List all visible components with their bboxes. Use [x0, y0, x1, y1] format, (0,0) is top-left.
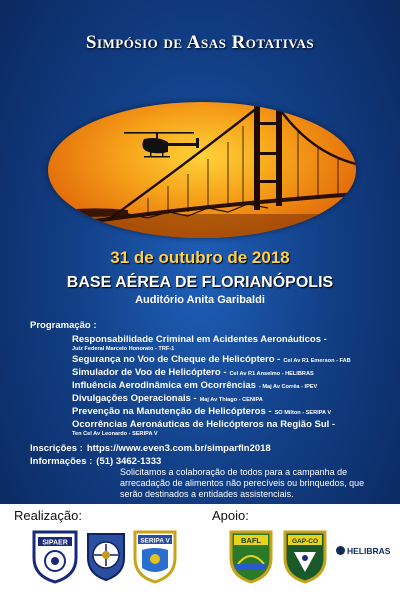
program-item-title: Divulgações Operacionais - — [72, 393, 197, 404]
program-item — [72, 392, 392, 405]
info-row — [30, 456, 161, 467]
program-item-title: Influência Aerodinâmica em Ocorrências — [72, 380, 256, 391]
footer — [0, 504, 400, 600]
sipaer-logo-text: SIPAER — [42, 539, 68, 547]
bafl-logo-text: BAFL — [241, 536, 261, 545]
info-phone: (51) 3462-1333 — [96, 456, 162, 467]
program-item-title: Ocorrências Aeronáuticas de Helicópteros na Região Sul - — [72, 419, 336, 430]
program-item-speaker: Cel Av R1 Emerson - FAB — [283, 358, 351, 364]
program-item-title: Simulador de Voo de Helicóptero - — [72, 367, 227, 378]
program-item-speaker: Maj Av Thiago - CENIPA — [199, 397, 263, 403]
program-item — [72, 353, 392, 366]
program-item-speaker: SO Milton - SERIPA V — [274, 410, 332, 416]
program-heading: Programação : — [30, 320, 97, 331]
program-item — [72, 379, 392, 392]
gapco-logo-text: GAP-CO — [292, 538, 318, 545]
event-auditorium: Auditório Anita Garibaldi — [135, 294, 265, 306]
bridge-helicopter-illustration — [48, 102, 356, 238]
seripa-logo — [132, 528, 178, 589]
organizers-label: Realização: — [14, 508, 82, 523]
program-item-title: Segurança no Voo de Cheque de Helicóptero - — [72, 354, 281, 365]
sipaer-logo — [30, 528, 80, 589]
seripa-logo-text: SERIPA V — [140, 537, 170, 545]
bafl-logo — [228, 528, 274, 589]
program-item — [72, 405, 392, 418]
registration-row — [30, 443, 271, 454]
info-label: Informações : — [30, 456, 93, 467]
registration-link[interactable]: https://www.even3.com.br/simparfln2018 — [86, 443, 271, 454]
program-item-speaker: - Maj Av Corrêa - IPEV — [258, 384, 318, 390]
program-item-title: Prevenção na Manutenção de Helicópteros - — [72, 406, 272, 417]
support-label: Apoio: — [212, 508, 249, 523]
program-list — [72, 333, 392, 438]
helibras-logo — [336, 546, 390, 556]
program-item — [72, 366, 392, 379]
event-date: 31 de outubro de 2018 — [110, 248, 290, 267]
air-force-unit-logo — [84, 530, 128, 587]
event-venue: BASE AÉREA DE FLORIANÓPOLIS — [66, 274, 334, 291]
helibras-mark-icon — [336, 546, 345, 555]
program-item-speaker: Juiz Federal Marcelo Honorato - TRF-1 — [72, 346, 175, 352]
program-item-speaker: Cel Av R1 Anselmo - HELIBRAS — [229, 371, 314, 377]
program-item — [72, 418, 392, 438]
donation-note: Solicitamos a colaboração de todos para a campanha de arrecadação de alimentos não perecíveis ou brinquedos, que serão destinados a entidades assistenciais. — [120, 467, 365, 499]
gapco-logo — [282, 528, 328, 589]
program-item — [72, 333, 392, 353]
program-item-title: Responsabilidade Criminal em Acidentes Aeronáuticos - — [72, 334, 327, 345]
event-title: Simpósio de Asas Rotativas — [85, 32, 315, 53]
registration-label: Inscrições : — [30, 443, 83, 454]
program-item-speaker: Ten Cel Av Leonardo - SERIPA V — [72, 431, 158, 437]
helibras-logo-text: HELIBRAS — [347, 546, 391, 556]
